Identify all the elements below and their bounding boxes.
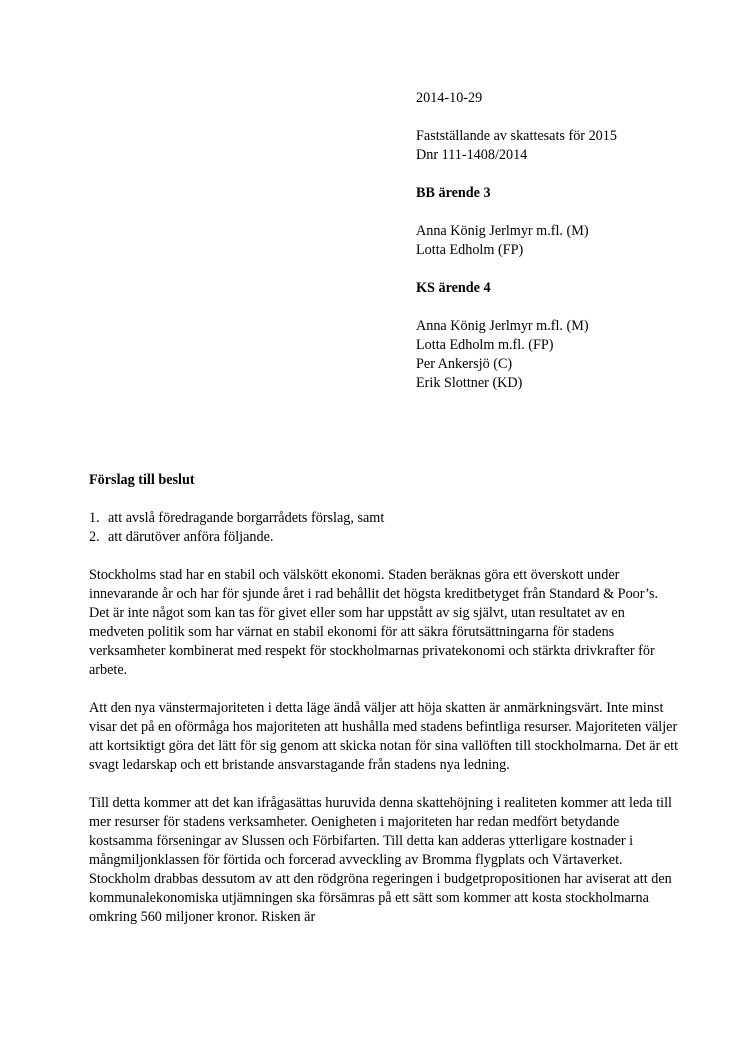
proposal-item [89, 509, 679, 528]
proposal-text: att avslå föredragande borgarrådets förslag, samt [108, 510, 385, 526]
proposal-item [89, 528, 679, 547]
bb-signer: Anna König Jerlmyr m.fl. (M) [416, 223, 589, 239]
document-date: 2014-10-29 [416, 90, 483, 106]
body-paragraph: Till detta kommer att det kan ifrågasättas huruvida denna skattehöjning i realiteten kommer att leda till mer resurser för stadens verksamheter. Oenigheten i majoriteten har redan medfört betydande kostsamma förseningar av Slussen och Förbifarten. Till detta kan adderas ytterligare kostnader i mångmiljonklassen för förtida och forcerad avveckling av Bromma flygplats och Värtaverket. Stockholm drabbas dessutom av att den rödgröna regeringen i budgetpropositionen har aviserat att den kommunalekonomiska utjämningen ska försämras på ett sätt som kommer att kosta stockholmarna omkring 560 miljoner kronor. Risken är [89, 795, 672, 925]
ks-signer: Erik Slottner (KD) [416, 375, 523, 391]
proposal-list [89, 509, 679, 547]
ks-signer: Per Ankersjö (C) [416, 356, 513, 372]
proposal-heading: Förslag till beslut [89, 472, 195, 488]
document-header [416, 89, 716, 393]
bb-signer: Lotta Edholm (FP) [416, 242, 524, 258]
ks-signer: Anna König Jerlmyr m.fl. (M) [416, 318, 589, 334]
proposal-number: 1. [89, 510, 100, 526]
proposal-number: 2. [89, 529, 100, 545]
document-body [89, 471, 679, 946]
document-subject: Fastställande av skattesats för 2015 [416, 128, 617, 144]
ks-signer: Lotta Edholm m.fl. (FP) [416, 337, 554, 353]
body-paragraph: Stockholms stad har en stabil och välskött ekonomi. Staden beräknas göra ett överskott under innevarande år och har för sjunde året i rad behållit det högsta kreditbetyget från Standard & Poor’s. Det är inte något som kan tas för givet eller som har uppstått av sig självt, utan resultatet av en medveten politik som har värnat en stabil ekonomi för att säkra förutsättningarna för stadens verksamheter kombinerat med respekt för stockholmarnas privatekonomi och stärkta drivkrafter för arbete. [89, 567, 659, 678]
proposal-text: att därutöver anföra följande. [108, 529, 274, 545]
body-paragraph: Att den nya vänstermajoriteten i detta läge ändå väljer att höja skatten är anmärkningsvärt. Inte minst visar det på en oförmåga hos majoriteten att hushålla med stadens befintliga resurser. Majoriteten väljer att kortsiktigt göra det lätt för sig genom att skicka notan för sina vallöften till stockholmarna. Det är ett svagt ledarskap och ett bristande ansvarstagande från stadens nya ledning. [89, 700, 679, 773]
ks-heading: KS ärende 4 [416, 280, 491, 296]
bb-heading: BB ärende 3 [416, 185, 491, 201]
document-dnr: Dnr 111-1408/2014 [416, 147, 528, 163]
